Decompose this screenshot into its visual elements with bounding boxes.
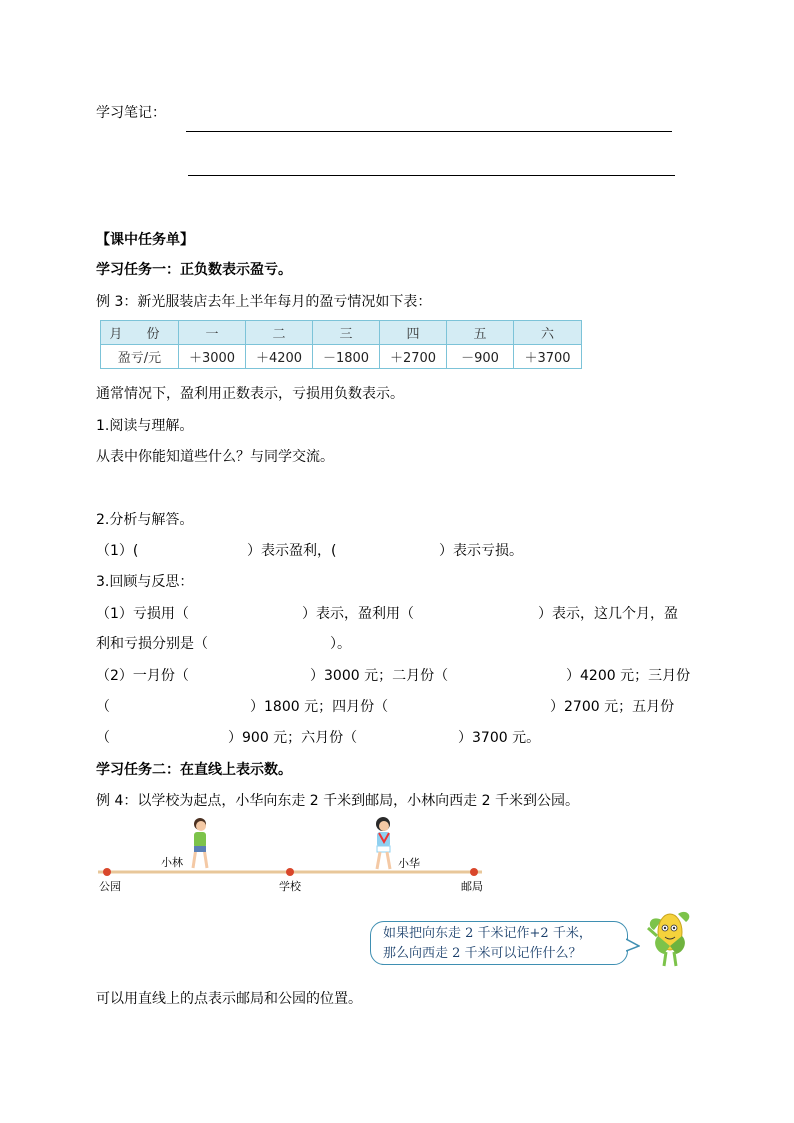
- notes-line-2[interactable]: [188, 175, 675, 176]
- step3-q1-a: （1）亏损用（: [96, 606, 189, 622]
- example3-text: 例 3：新光服装店去年上半年每月的盈亏情况如下表：: [96, 294, 432, 310]
- step3-title: 3.回顾与反思：: [96, 574, 194, 590]
- table-cell: ＋2700: [380, 345, 447, 369]
- step1-question: 从表中你能知道些什么？与同学交流。: [96, 449, 334, 465]
- table-cell: －1800: [313, 345, 380, 369]
- table-header-month: 月 份: [101, 321, 179, 345]
- table-header-row: [101, 321, 582, 345]
- step3-q1-d: 利和亏损分别是（: [96, 636, 208, 652]
- notes-line-1[interactable]: [186, 131, 672, 132]
- bubble-line-2: 那么向西走 2 千米可以记作什么？: [383, 946, 582, 961]
- task2-title: 学习任务二：在直线上表示数。: [96, 762, 292, 778]
- speech-bubble: [370, 921, 628, 965]
- step3-q1-e: ）。: [330, 636, 351, 652]
- step3-q2-b: ）3000 元；二月份（: [310, 668, 449, 684]
- step3-q2-h: ）900 元；六月份（: [228, 730, 358, 746]
- notes-label: 学习笔记：: [96, 105, 166, 121]
- table-cell: ＋4200: [246, 345, 313, 369]
- step3-q2-i: ）3700 元。: [458, 730, 541, 746]
- step3-q1-b: ）表示，盈利用（: [302, 606, 414, 622]
- step3-q2-a: （2）一月份（: [96, 668, 189, 684]
- table-header-cell: 二: [246, 321, 313, 345]
- table-row: [101, 345, 582, 369]
- table-header-cell: 四: [380, 321, 447, 345]
- label-park: 公园: [99, 880, 121, 893]
- table-cell: －900: [447, 345, 514, 369]
- example4-text: 例 4：以学校为起点，小华向东走 2 千米到邮局，小林向西走 2 千米到公园。: [96, 793, 579, 809]
- step3-q1-c: ）表示，这几个月，盈: [538, 606, 678, 622]
- point-post-office: [470, 868, 478, 876]
- profit-loss-table: [100, 320, 582, 369]
- point-school: [286, 868, 294, 876]
- bubble-tail: [626, 937, 640, 953]
- corn-mascot-icon: [640, 906, 700, 970]
- step2-q1-a: （1）(: [96, 543, 139, 559]
- label-post-office: 邮局: [461, 880, 483, 893]
- table-header-cell: 三: [313, 321, 380, 345]
- step2-title: 2.分析与解答。: [96, 512, 194, 528]
- bubble-line-1: 如果把向东走 2 千米记作+2 千米，: [383, 926, 592, 941]
- step2-q1-c: ）表示亏损。: [439, 543, 523, 559]
- label-school: 学校: [279, 880, 301, 893]
- walker-xiaolin-figure: [193, 818, 207, 868]
- table-header-cell: 六: [514, 321, 582, 345]
- table-header-cell: 一: [179, 321, 246, 345]
- task1-title: 学习任务一：正负数表示盈亏。: [96, 262, 292, 278]
- step3-q2-e: ）1800 元；四月份（: [250, 699, 389, 715]
- step1-title: 1.阅读与理解。: [96, 418, 194, 434]
- point-park: [103, 868, 111, 876]
- table-row-label: 盈亏/元: [101, 345, 179, 369]
- step3-q2-d: （: [96, 699, 110, 715]
- walker-xiaolin-label: 小林: [161, 856, 183, 869]
- conclusion-text: 可以用直线上的点表示邮局和公园的位置。: [96, 991, 362, 1007]
- table-header-cell: 五: [447, 321, 514, 345]
- table-cell: ＋3000: [179, 345, 246, 369]
- task-sheet-title: 【课中任务单】: [96, 232, 194, 248]
- walker-xiaohua-figure: [376, 817, 390, 869]
- statement-text: 通常情况下，盈利用正数表示，亏损用负数表示。: [96, 386, 404, 402]
- step2-q1-b: ）表示盈利，(: [247, 543, 337, 559]
- step3-q2-f: ）2700 元；五月份: [550, 699, 675, 715]
- step3-q2-c: ）4200 元；三月份: [566, 668, 691, 684]
- step3-q2-g: （: [96, 730, 110, 746]
- table-cell: ＋3700: [514, 345, 582, 369]
- walker-xiaohua-label: 小华: [398, 857, 420, 870]
